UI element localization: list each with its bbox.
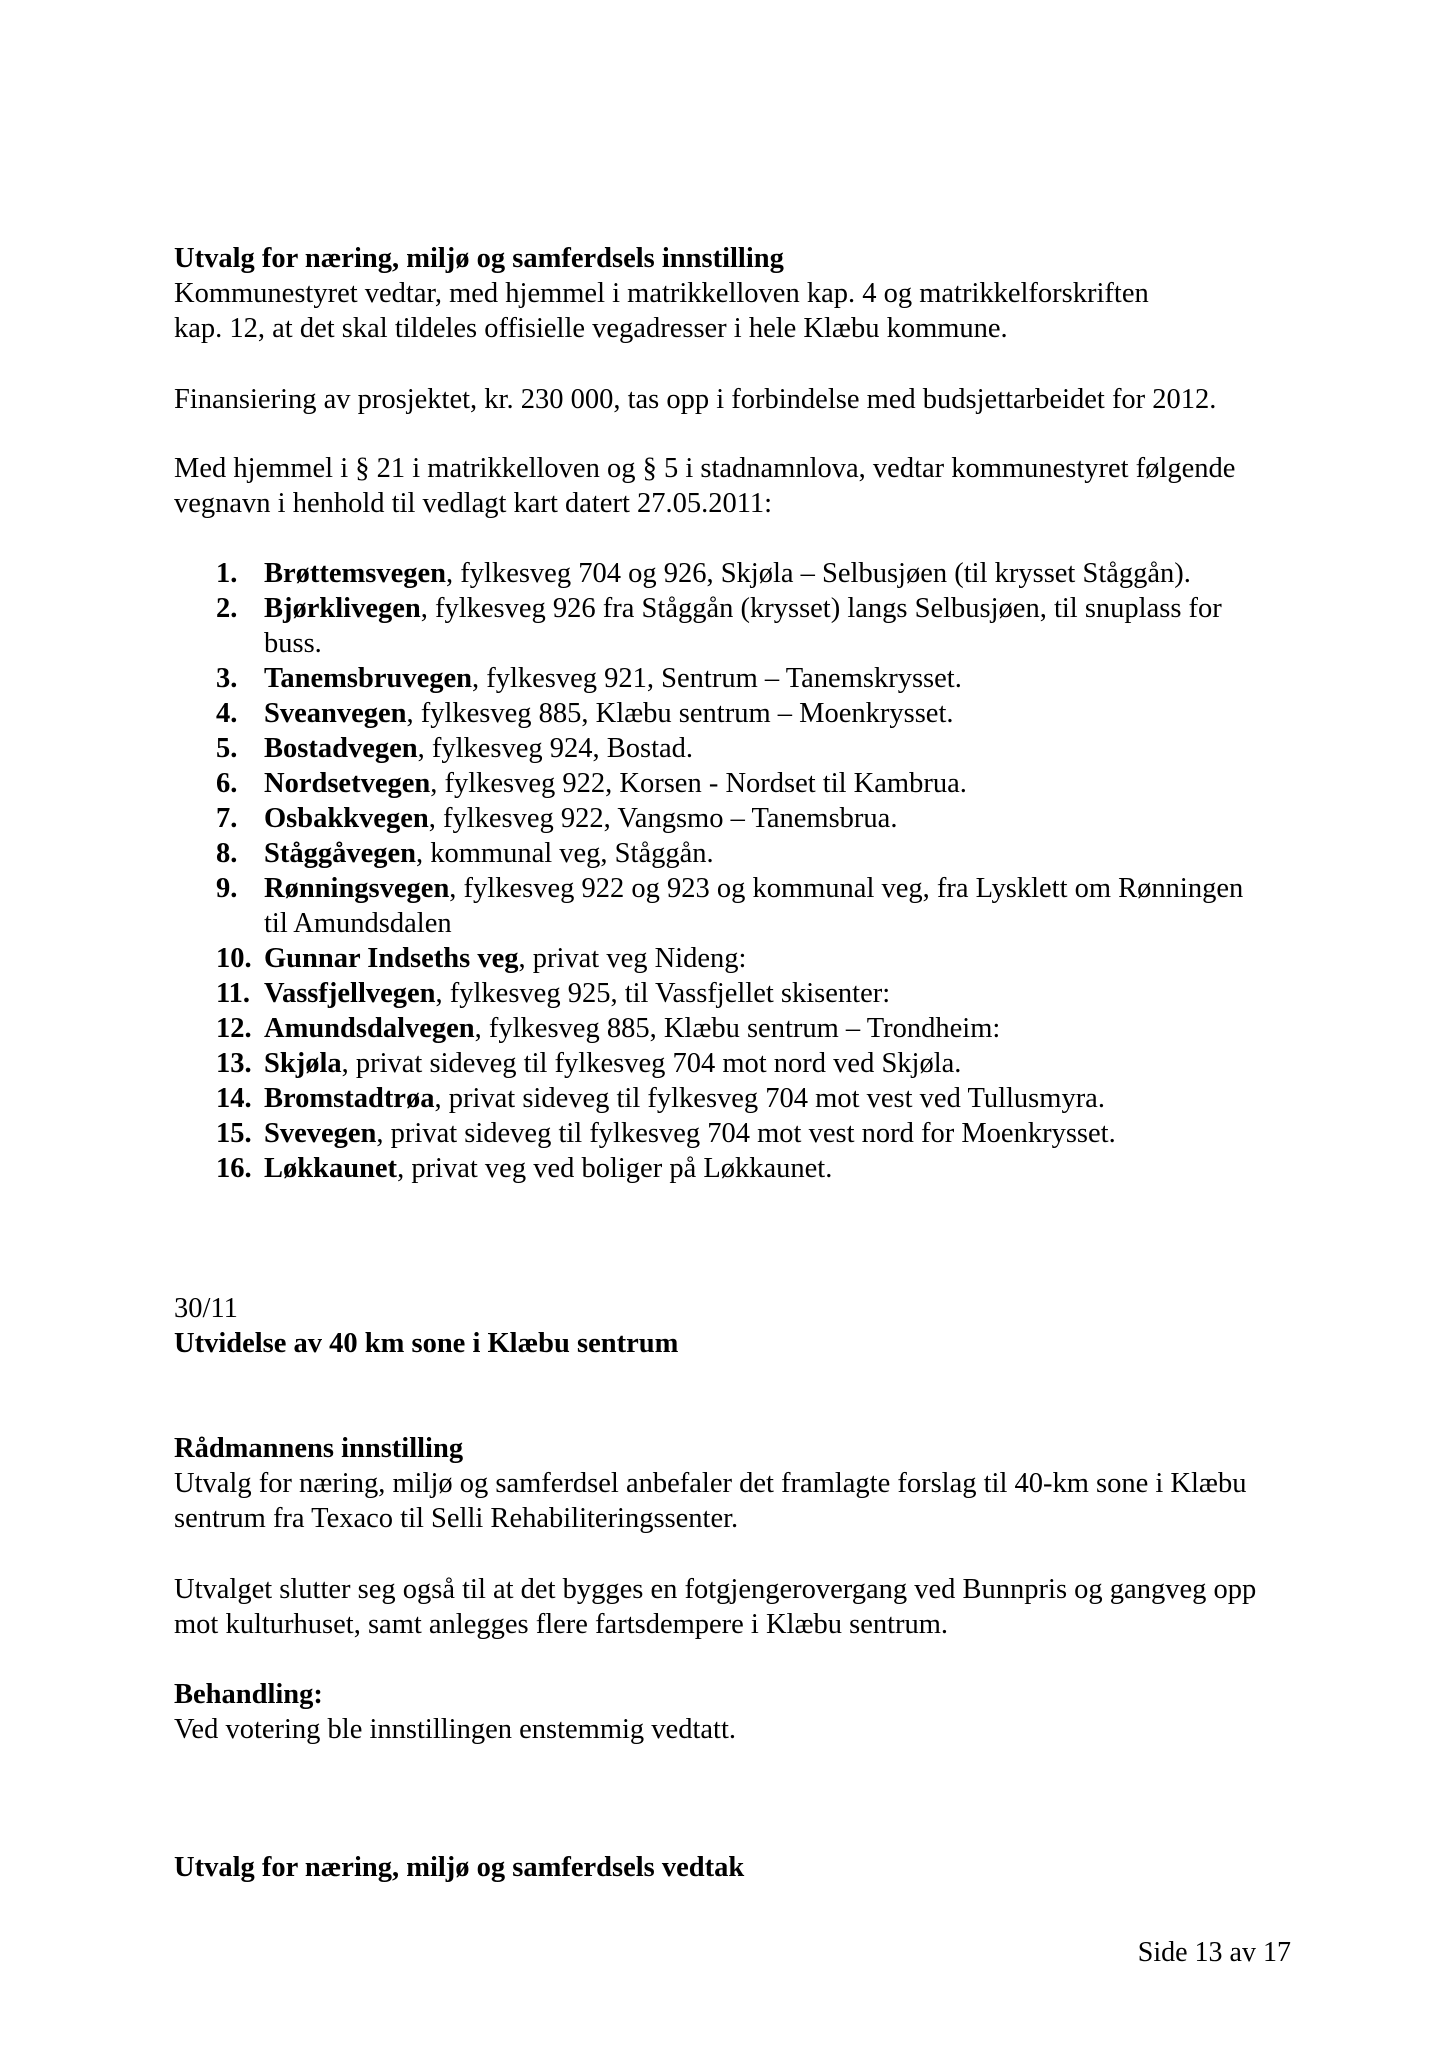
- paragraph-line: vegnavn i henhold til vedlagt kart datert 27.05.2011:: [174, 488, 773, 519]
- treatment-text: Ved votering ble innstillingen enstemmig vedtatt.: [174, 1714, 736, 1745]
- road-name-list: [174, 556, 1304, 1186]
- road-name: Vassfjellvegen: [264, 978, 436, 1009]
- list-item: 8. Ståggåvegen, kommunal veg, Ståggån.: [216, 838, 714, 869]
- road-description: , fylkesveg 922, Vangsmo – Tanemsbrua.: [428, 803, 898, 834]
- road-name: Skjøla: [264, 1048, 342, 1079]
- road-name: Amundsdalvegen: [264, 1013, 475, 1044]
- road-names-intro: [174, 451, 1304, 521]
- paragraph-line: kap. 12, at det skal tildeles offisielle vegadresser i hele Klæbu kommune.: [174, 313, 1008, 344]
- road-description-continued: buss.: [264, 628, 322, 659]
- road-name: Nordsetvegen: [264, 768, 431, 799]
- list-item: 15. Svevegen, privat sideveg til fylkesveg 704 mot vest nord for Moenkrysset.: [216, 1118, 1116, 1149]
- road-description: , fylkesveg 885, Klæbu sentrum – Moenkrysset.: [406, 698, 954, 729]
- decision-section: [174, 1850, 1304, 1885]
- list-item: 3. Tanemsbruvegen, fylkesveg 921, Sentrum – Tanemskrysset.: [216, 663, 962, 694]
- page-number: Side 13 av 17: [1137, 1937, 1291, 1968]
- road-name: Bjørklivegen: [264, 593, 421, 624]
- road-name: Svevegen: [264, 1118, 377, 1149]
- road-description: , kommunal veg, Ståggån.: [416, 838, 714, 869]
- case-number: 30/11: [174, 1293, 238, 1324]
- list-item: 6. Nordsetvegen, fylkesveg 922, Korsen - Nordset til Kambrua.: [216, 768, 967, 799]
- road-description-continued: til Amundsdalen: [264, 908, 452, 939]
- road-description: , fylkesveg 924, Bostad.: [417, 733, 694, 764]
- road-name: Løkkaunet: [264, 1153, 398, 1184]
- paragraph-line: mot kulturhuset, samt anlegges flere fartsdempere i Klæbu sentrum.: [174, 1609, 949, 1640]
- road-description: , privat sideveg til fylkesveg 704 mot vest ved Tullusmyra.: [434, 1083, 1105, 1114]
- treatment-heading: Behandling:: [174, 1679, 323, 1710]
- administration-recommendation-section: [174, 1431, 1304, 1536]
- road-name: Bostadvegen: [264, 733, 418, 764]
- committee-recommendation-heading: Utvalg for næring, miljø og samferdsels innstilling: [174, 243, 784, 274]
- list-item: 4. Sveanvegen, fylkesveg 885, Klæbu sentrum – Moenkrysset.: [216, 698, 954, 729]
- list-item: 5. Bostadvegen, fylkesveg 924, Bostad.: [216, 733, 694, 764]
- case-title: Utvidelse av 40 km sone i Klæbu sentrum: [174, 1328, 679, 1359]
- road-description: , fylkesveg 922, Korsen - Nordset til Kambrua.: [430, 768, 967, 799]
- paragraph-line: sentrum fra Texaco til Selli Rehabiliteringssenter.: [174, 1503, 739, 1534]
- road-description: , privat sideveg til fylkesveg 704 mot nord ved Skjøla.: [341, 1048, 962, 1079]
- road-name: Tanemsbruvegen: [264, 663, 472, 694]
- list-item: 11. Vassfjellvegen, fylkesveg 925, til Vassfjellet skisenter:: [216, 978, 891, 1009]
- list-item: 12. Amundsdalvegen, fylkesveg 885, Klæbu sentrum – Trondheim:: [216, 1013, 1001, 1044]
- administration-recommendation-heading: Rådmannens innstilling: [174, 1433, 464, 1464]
- road-description: , privat veg Nideng:: [518, 943, 747, 974]
- case-header: [174, 1291, 1304, 1361]
- road-name: Osbakkvegen: [264, 803, 429, 834]
- paragraph-line: Kommunestyret vedtar, med hjemmel i matrikkelloven kap. 4 og matrikkelforskriften: [174, 278, 1149, 309]
- list-item: 7. Osbakkvegen, fylkesveg 922, Vangsmo – Tanemsbrua.: [216, 803, 898, 834]
- road-name: Ståggåvegen: [264, 838, 416, 869]
- paragraph-line: Med hjemmel i § 21 i matrikkelloven og § 5 i stadnamnlova, vedtar kommunestyret følgende: [174, 453, 1236, 484]
- road-description: , fylkesveg 922 og 923 og kommunal veg, fra Lysklett om Rønningen: [449, 873, 1244, 904]
- committee-recommendation-section: [174, 241, 1304, 346]
- road-description: , privat veg ved boliger på Løkkaunet.: [397, 1153, 833, 1184]
- road-name: Brøttemsvegen: [264, 558, 447, 589]
- list-item: 9. Rønningsvegen, fylkesveg 922 og 923 og kommunal veg, fra Lysklett om Rønningen til Amundsdalen: [216, 873, 1244, 939]
- list-item: 16. Løkkaunet, privat veg ved boliger på Løkkaunet.: [216, 1153, 833, 1184]
- road-description: , fylkesveg 925, til Vassfjellet skisenter:: [435, 978, 891, 1009]
- road-name: Sveanvegen: [264, 698, 407, 729]
- list-item: 1. Brøttemsvegen, fylkesveg 704 og 926, Skjøla – Selbusjøen (til krysset Ståggån).: [216, 558, 1191, 589]
- list-item: 2. Bjørklivegen, fylkesveg 926 fra Ståggån (krysset) langs Selbusjøen, til snuplass for buss.: [216, 593, 1222, 659]
- road-description: , fylkesveg 885, Klæbu sentrum – Trondheim:: [474, 1013, 1001, 1044]
- list-item: 13. Skjøla, privat sideveg til fylkesveg 704 mot nord ved Skjøla.: [216, 1048, 962, 1079]
- paragraph-line: Finansiering av prosjektet, kr. 230 000, tas opp i forbindelse med budsjettarbeidet for 2012.: [174, 384, 1217, 415]
- list-item: 10. Gunnar Indseths veg, privat veg Nideng:: [216, 943, 747, 974]
- road-description: , fylkesveg 921, Sentrum – Tanemskrysset.: [471, 663, 962, 694]
- road-name: Gunnar Indseths veg: [264, 943, 519, 974]
- financing-paragraph: [174, 382, 1304, 417]
- decision-heading: Utvalg for næring, miljø og samferdsels vedtak: [174, 1852, 745, 1883]
- road-name: Bromstadtrøa: [264, 1083, 435, 1114]
- road-description: , fylkesveg 704 og 926, Skjøla – Selbusjøen (til krysset Ståggån).: [446, 558, 1191, 589]
- road-name: Rønningsvegen: [264, 873, 450, 904]
- paragraph-line: Utvalg for næring, miljø og samferdsel anbefaler det framlagte forslag til 40-km sone i Klæbu: [174, 1468, 1247, 1499]
- road-description: , privat sideveg til fylkesveg 704 mot vest nord for Moenkrysset.: [376, 1118, 1116, 1149]
- road-description: , fylkesveg 926 fra Ståggån (krysset) langs Selbusjøen, til snuplass for: [420, 593, 1222, 624]
- list-item: 14. Bromstadtrøa, privat sideveg til fylkesveg 704 mot vest ved Tullusmyra.: [216, 1083, 1105, 1114]
- treatment-section: [174, 1677, 1304, 1747]
- paragraph-line: Utvalget slutter seg også til at det bygges en fotgjengerovergang ved Bunnpris og gangveg opp: [174, 1574, 1257, 1605]
- committee-addendum-paragraph: [174, 1572, 1304, 1642]
